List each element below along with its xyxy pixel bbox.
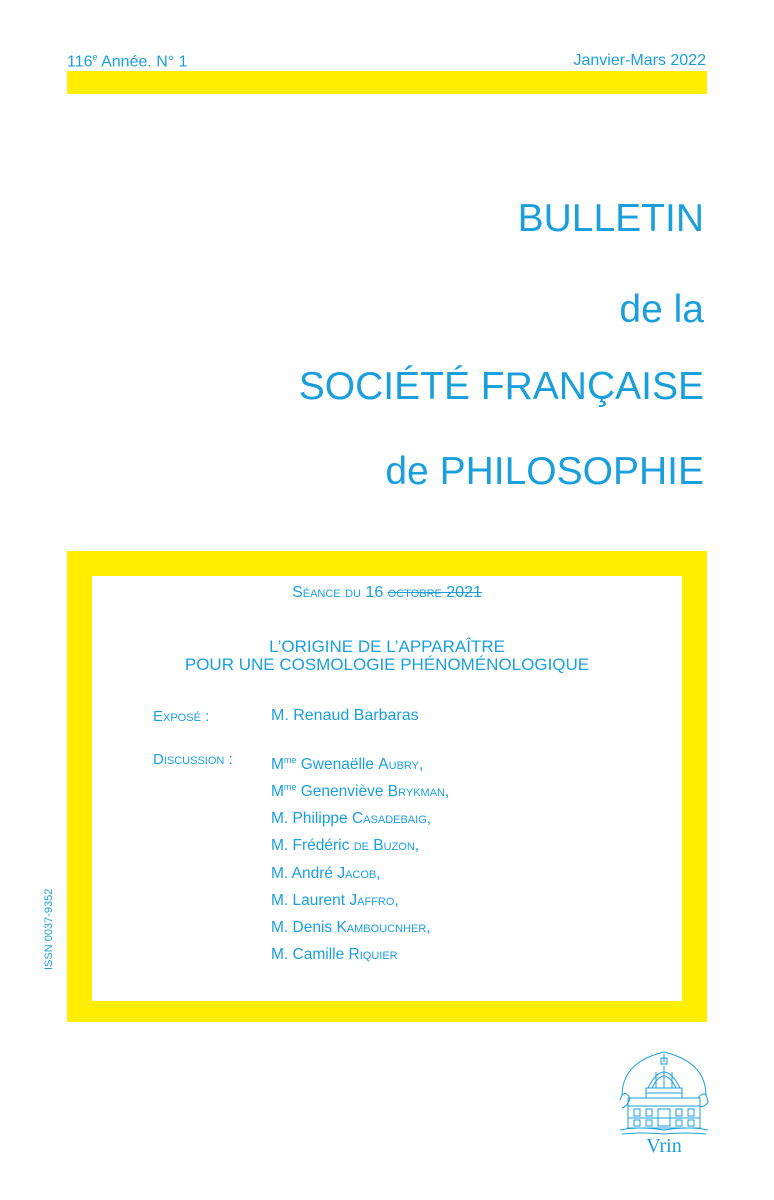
title-line-2: de la [619, 288, 704, 331]
issue-number: 116e Année. N° 1 [67, 52, 188, 71]
participant: M. André Jacob, [271, 864, 381, 882]
expose-label: Exposé : [153, 708, 210, 725]
participant: $M^{me}$ Gwenaëlle Aubry, [271, 755, 424, 774]
header-yellow-bar [67, 71, 707, 94]
title-line-4: de PHILOSOPHIE [385, 450, 704, 493]
participant: $M^{me}$ Genenviève Brykman, [271, 782, 450, 801]
participant: M. Laurent Jaffro, [271, 891, 399, 909]
lecture-title-line-1: L’ORIGINE DE L’APPARAÎTRE [269, 637, 505, 656]
discussion-participants [271, 749, 449, 966]
participant: M. Camille Riquier [271, 946, 398, 964]
discussion-label: Discussion : [153, 751, 233, 768]
lecture-title-line-2: POUR UNE COSMOLOGIE PHÉNOMÉNOLOGIQUE [184, 655, 590, 674]
publisher-name: Vrin [646, 1135, 682, 1157]
title-line-1: BULLETIN [517, 197, 704, 240]
session-date: Séance du 16 octobre 2021 [292, 584, 482, 601]
session-date-struck: octobre 2021 [387, 584, 482, 601]
participant: M. Philippe Casadebaig, [271, 810, 432, 828]
issue-date: Janvier-Mars 2022 [573, 52, 706, 69]
participant: M. Denis Kamboucnher, [271, 919, 431, 937]
participant: M. Frédéric de Buzon, [271, 837, 420, 855]
expose-speaker: M. Renaud Barbaras [271, 707, 419, 724]
vrin-building-engraving-icon [618, 1048, 710, 1148]
title-line-3: SOCIÉTÉ FRANÇAISE [298, 365, 704, 408]
issn: ISSN 0037-9352 [43, 888, 55, 970]
